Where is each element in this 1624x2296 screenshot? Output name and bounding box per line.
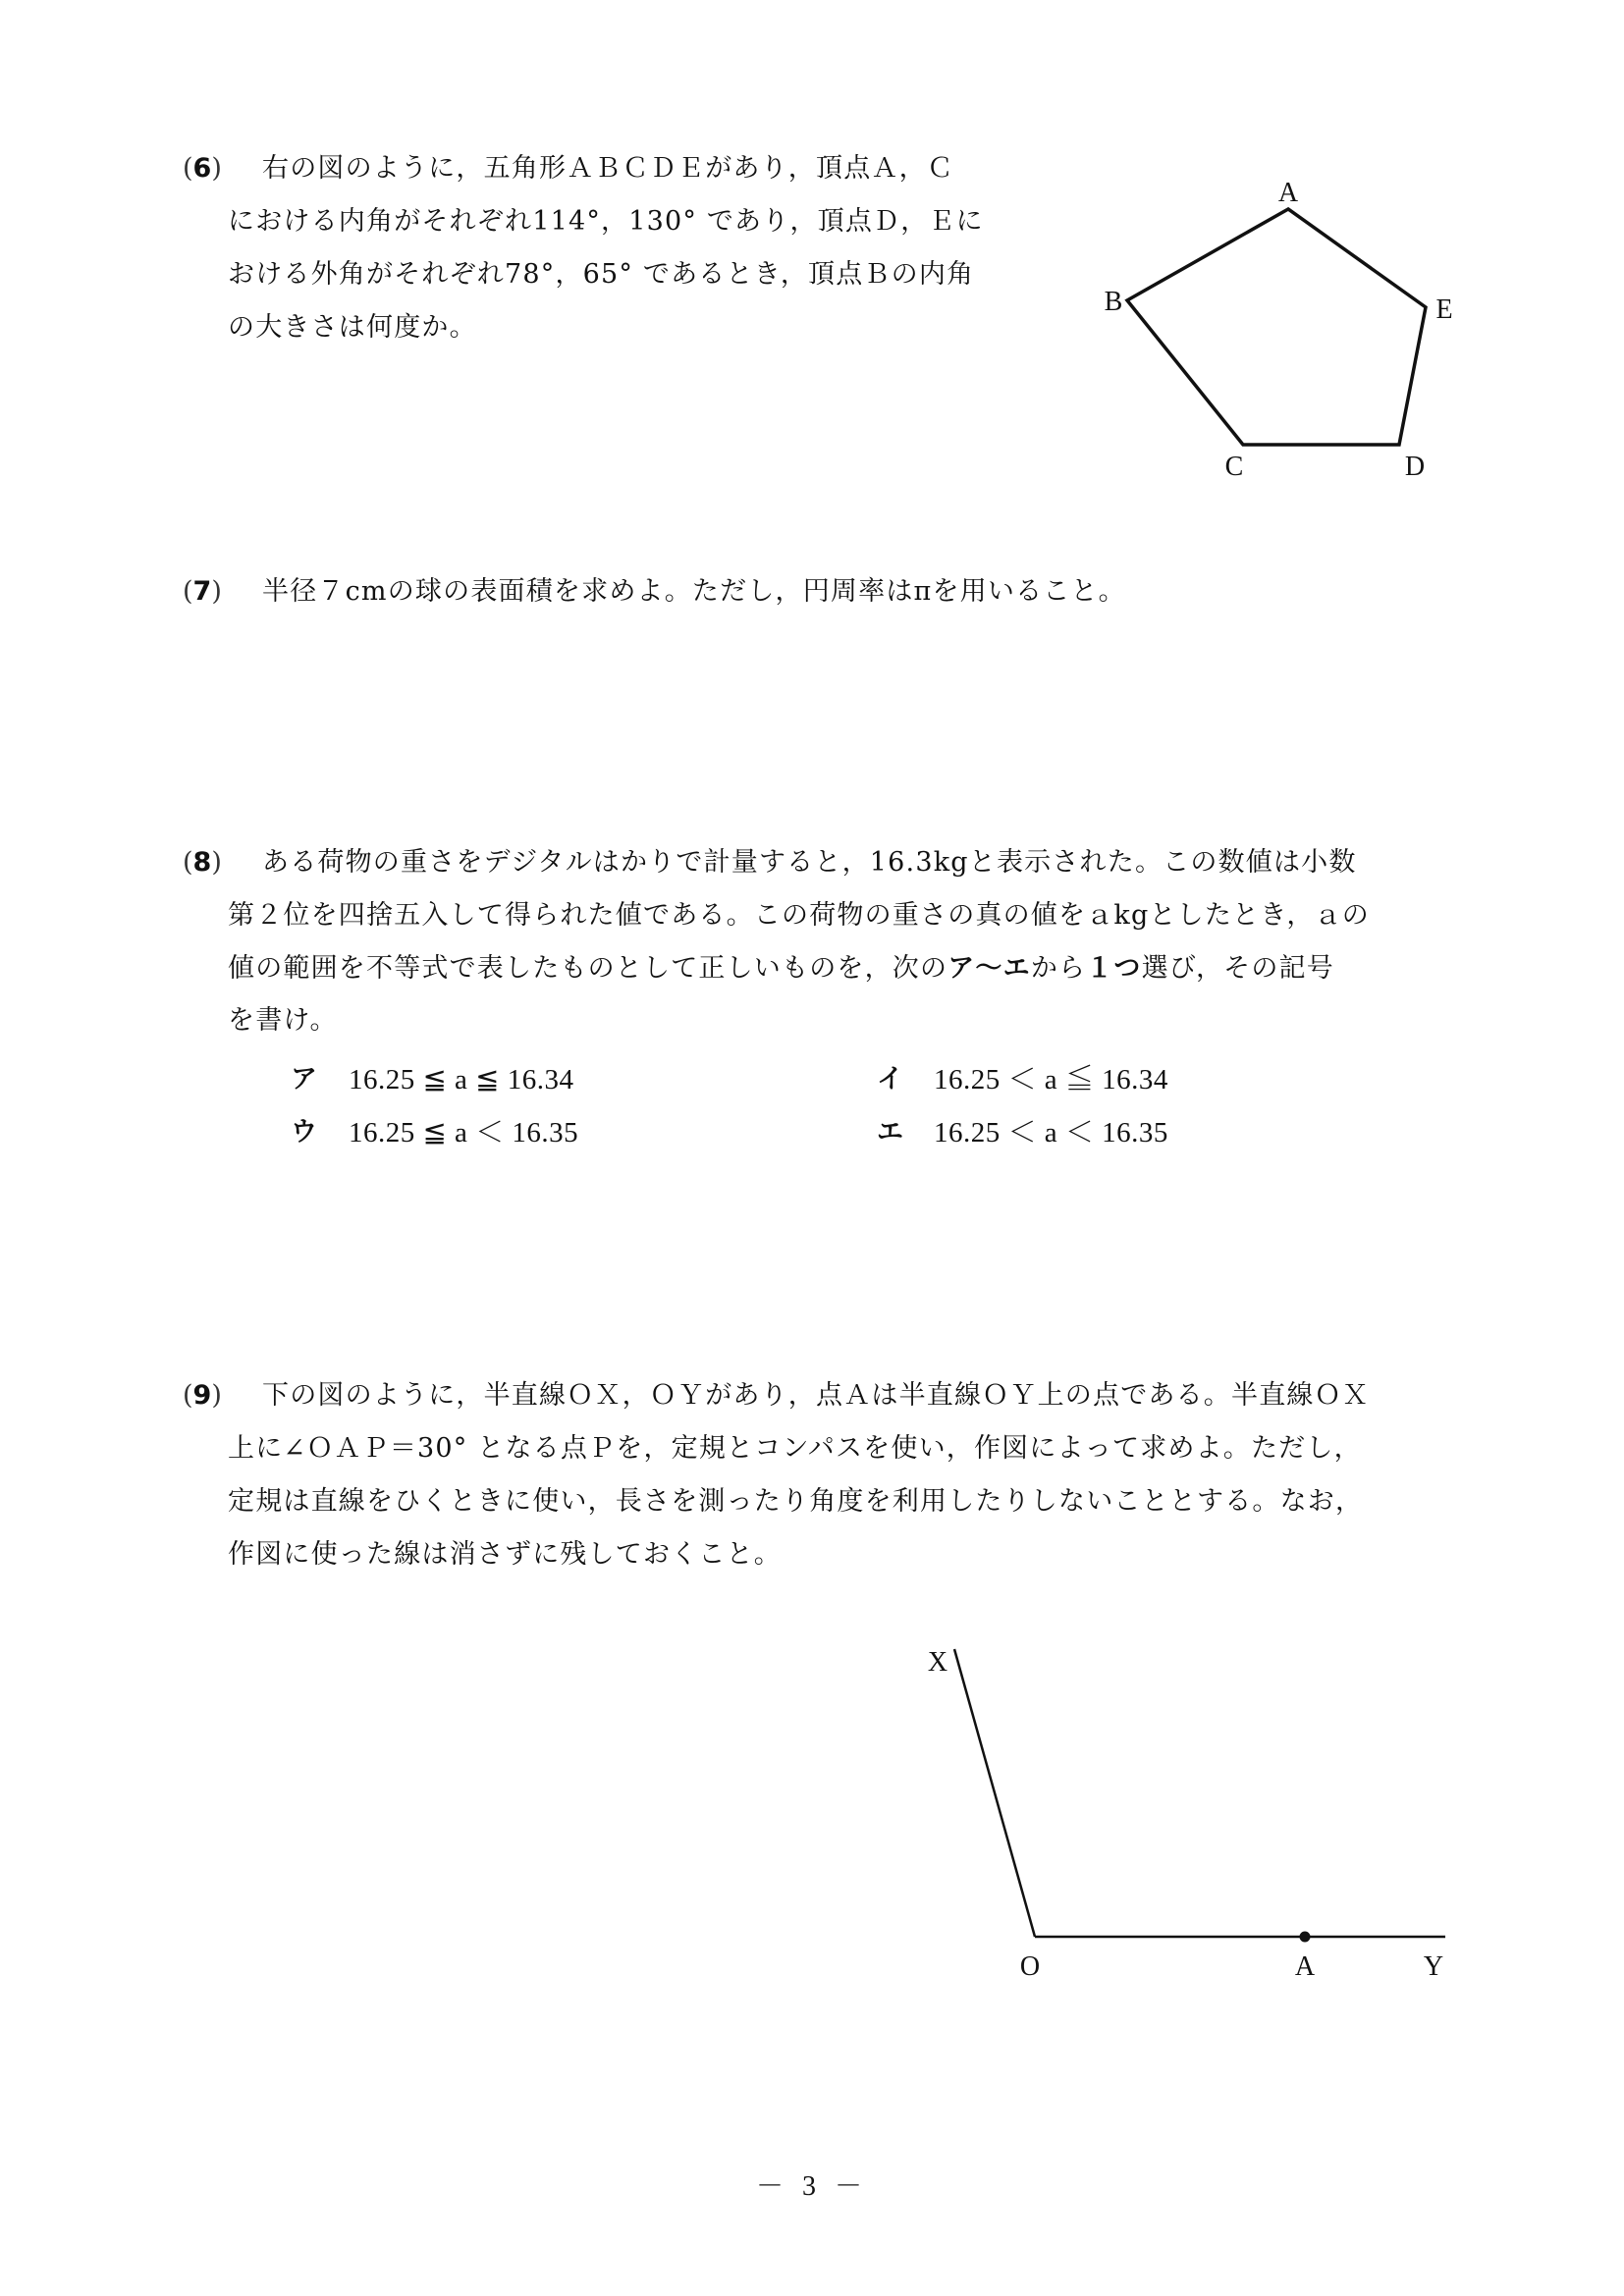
ray-label-x: X (927, 1647, 948, 1678)
question-number-9: (9) (183, 1380, 222, 1411)
vertex-label-e: E (1435, 294, 1453, 325)
vertex-label-a: A (1277, 178, 1299, 208)
question-number-6: (6) (183, 153, 222, 184)
question-9-line-4: 作図に使った線は消さずに残しておくこと。 (228, 1539, 782, 1570)
choice-label: ウ (291, 1117, 317, 1148)
question-8-line-1: ある荷物の重さをデジタルはかりで計量すると，16.3kgと表示された。この数値は小数 (262, 847, 1357, 878)
choice-value: 16.25 ≦ a ＜ 16.35 (349, 1117, 579, 1148)
point-a (1300, 1932, 1311, 1943)
vertex-label-b: B (1104, 287, 1123, 317)
question-8-line-3: 値の範囲を不等式で表したものとして正しいものを，次のア～エから１つ選び，その記号 (228, 953, 1334, 984)
question-9-line-1: 下の図のように，半直線ＯＸ，ＯＹがあり，点Ａは半直線ＯＹ上の点である。半直線ＯＸ (262, 1380, 1370, 1411)
ray-label-o: O (1019, 1951, 1041, 1982)
choice-label: ア (291, 1064, 317, 1095)
question-6-line-2: における内角がそれぞれ114°，130° であり，頂点Ｄ，Ｅに (228, 206, 984, 237)
question-9-line-2: 上に∠ＯＡＰ＝30° となる点Ｐを，定規とコンパスを使い，作図によって求めよ。ただし， (228, 1433, 1362, 1464)
ray-ox (954, 1649, 1035, 1937)
question-9-line-3: 定規は直線をひくときに使い，長さを測ったり角度を利用したりしないこととする。なお， (228, 1486, 1364, 1517)
vertex-label-c: C (1224, 452, 1244, 482)
question-6-line-3: おける外角がそれぞれ78°，65° であるとき，頂点Ｂの内角 (228, 259, 975, 290)
page-number: － 3 － (755, 2171, 868, 2202)
question-8-line-2: 第２位を四捨五入して得られた値である。この荷物の重さの真の値をａkgとしたとき，ａの (228, 900, 1370, 931)
ray-label-y: Y (1423, 1951, 1444, 1982)
choice-value: 16.25 ＜ a ＜ 16.35 (934, 1117, 1168, 1148)
vertex-label-d: D (1404, 452, 1426, 482)
pentagon-figure (1105, 178, 1453, 482)
rays-figure (928, 1647, 1445, 1982)
choice-value: 16.25 ＜ a ≦ 16.34 (934, 1064, 1168, 1095)
choice-label: エ (877, 1117, 903, 1148)
question-8-line-4: を書け。 (228, 1005, 338, 1036)
choice-label: イ (877, 1064, 903, 1095)
question-7-line-1: 半径７cmの球の表面積を求めよ。ただし，円周率はπを用いること。 (262, 576, 1126, 607)
point-label-a: A (1294, 1951, 1316, 1982)
question-6-line-1: 右の図のように，五角形ＡＢＣＤＥがあり，頂点Ａ，Ｃ (262, 153, 954, 184)
question-number-8: (8) (183, 847, 222, 878)
choice-value: 16.25 ≦ a ≦ 16.34 (349, 1064, 574, 1095)
question-number-7: (7) (183, 576, 222, 607)
pentagon-shape (1127, 209, 1426, 445)
question-6-line-4: の大きさは何度か。 (228, 312, 477, 343)
